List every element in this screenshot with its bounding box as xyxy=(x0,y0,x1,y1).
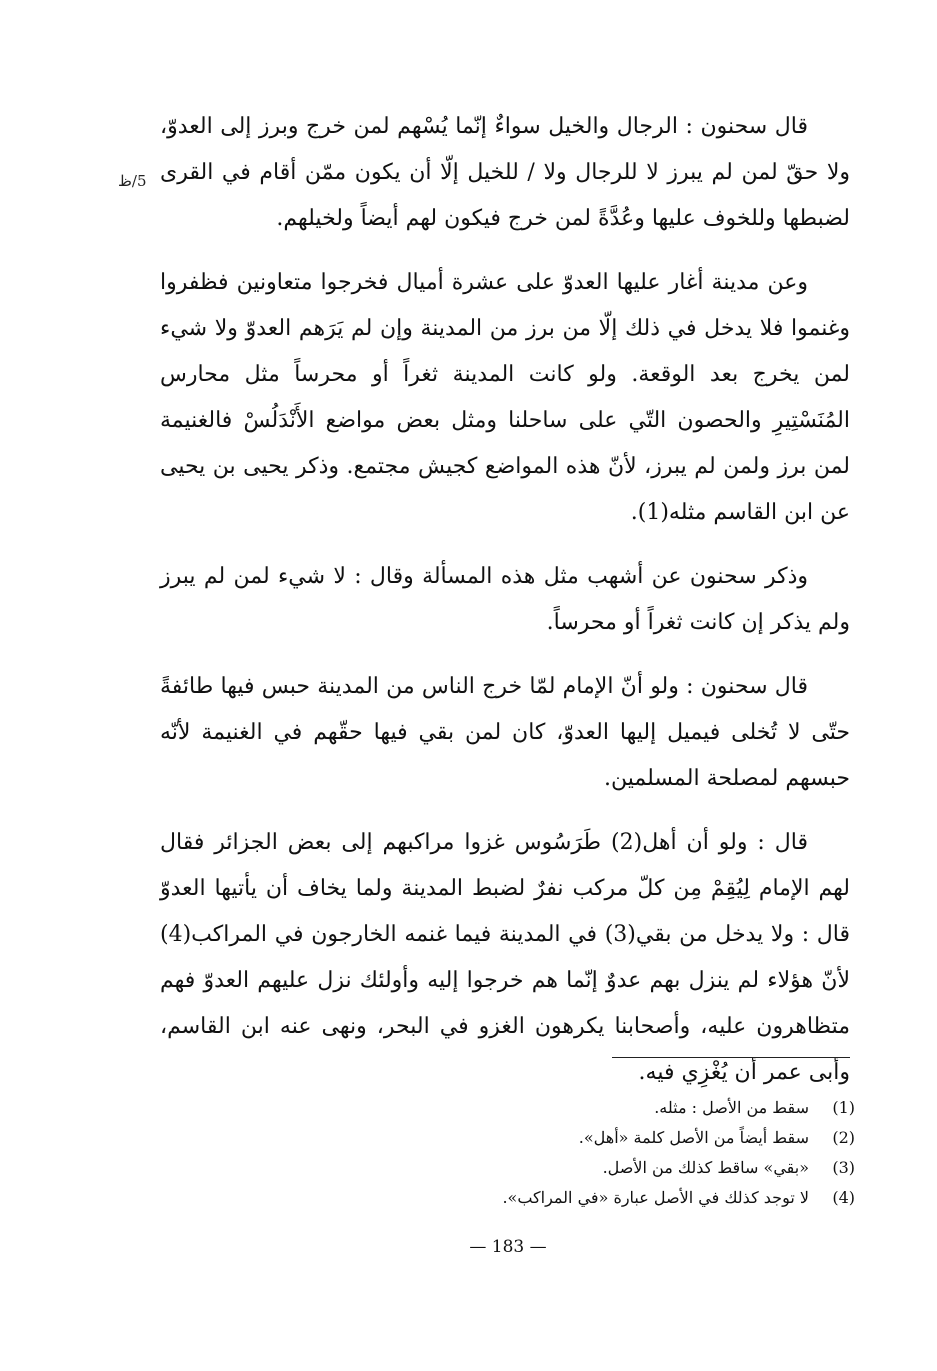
footnote-text: سقط من الأصل : مثله. xyxy=(654,1098,809,1117)
footnote-number: (4) xyxy=(832,1188,855,1207)
footnote-1 xyxy=(300,1093,855,1123)
footnote-number: (3) xyxy=(832,1158,855,1177)
footnote-number: (2) xyxy=(832,1128,855,1147)
paragraph-1: قال سحنون : الرجال والخيل سواءٌ إنّما يُسْهم لمن خرج وبرز إلى العدوّ، ولا حقّ لمن لم يبرز لا للرجال ولا / للخيل إلّا أن يكون ممّن أقام في القرى لضبطها وللخوف عليها وعُدَّةً لمن خرج فيكون لهم أيضاً ولخيلهم. xyxy=(160,114,850,231)
main-text xyxy=(160,104,850,1114)
footnote-text: سقط أيضاً من الأصل كلمة «أهل». xyxy=(578,1128,809,1147)
page-number: — 183 — xyxy=(469,1237,547,1257)
paragraph-2: وعن مدينة أغار عليها العدوّ على عشرة أميال فخرجوا متعاونين فظفروا وغنموا فلا يدخل في ذلك إلّا من برز من المدينة وإن لم يَرَهم العدوّ ولا شيء لمن يخرج بعد الوقعة. ولو كانت المدينة ثغراً أو محرساً مثل محارس المُنَسْتِيرِ والحصون التّي على ساحلنا ومثل بعض مواضع الأَنْدَلُسْ فالغنيمة لمن برز ولمن لم يبرز، لأنّ هذه المواضع كجيش مجتمع. وذكر يحيى بن يحيى عن ابن القاسم مثله(1). xyxy=(160,270,850,525)
footnote-text: «بقي» ساقط كذلك من الأصل. xyxy=(602,1158,809,1177)
footnote-divider xyxy=(612,1057,850,1058)
footnotes xyxy=(300,1093,855,1213)
footnote-4 xyxy=(300,1183,855,1213)
footnote-2 xyxy=(300,1123,855,1153)
paragraph-3: وذكر سحنون عن أشهب مثل هذه المسألة وقال : لا شيء لمن لم يبرز ولم يذكر إن كانت ثغراً أو محرساً. xyxy=(160,564,850,635)
margin-folio-note: 5/ظ xyxy=(118,172,147,190)
footnote-3 xyxy=(300,1153,855,1183)
footnote-text: لا توجد كذلك في الأصل عبارة «في المراكب». xyxy=(502,1188,809,1207)
paragraph-5: قال : ولو أن أهل(2) طَرَسُوس غزوا مراكبهم إلى بعض الجزائر فقال لهم الإمام لِيُقِمْ مِن كلّ مركب نفرٌ لضبط المدينة ولما يخاف أن يأتيها العدوّ قال : ولا يدخل من بقي(3) في المدينة فيما غنمه الخارجون في المراكب(4) لأنّ هؤلاء لم ينزل بهم عدوٌ إنّما هم خرجوا إليه وأولئك نزل عليهم العدوّ فهم متظاهرون عليه، وأصحابنا يكرهون الغزو في البحر، ونهى عنه ابن القاسم، وأبى عمر أن يُغْزِي فيه. xyxy=(160,830,851,1085)
footnote-number: (1) xyxy=(832,1098,855,1117)
paragraph-4: قال سحنون : ولو أنّ الإمام لمّا خرج الناس من المدينة حبس فيها طائفةً حتّى لا تُخلى فيميل إليها العدوّ، كان لمن بقي فيها حقّهم في الغنيمة لأنّه حبسهم لمصلحة المسلمين. xyxy=(160,674,850,791)
